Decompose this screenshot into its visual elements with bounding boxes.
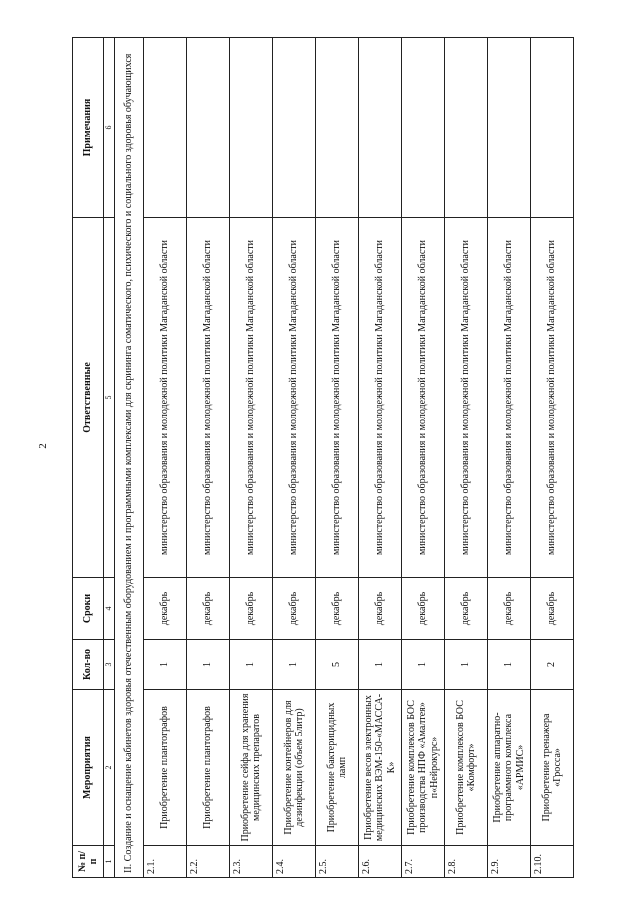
- table-row: [359, 38, 402, 878]
- section-row: [115, 38, 144, 878]
- table-row: [488, 38, 531, 878]
- row-number: 2.6.: [359, 846, 402, 878]
- row-event: Приобретение бактерицидных ламп: [316, 690, 359, 846]
- section-title: II. Создание и оснащение кабинетов здоровья отечественным оборудованием и программными комплексами для скрининга соматического, психического и социального здоровья обучающихся: [115, 38, 144, 878]
- row-quantity: 1: [273, 640, 316, 690]
- column-number-row: [104, 38, 115, 878]
- column-number: 3: [104, 640, 115, 690]
- row-quantity: 1: [445, 640, 488, 690]
- row-number: 2.7.: [402, 846, 445, 878]
- header-quantity: Кол-во: [73, 640, 104, 690]
- column-number: 6: [104, 38, 115, 218]
- row-event: Приобретение комплексов БОС производства НПФ «Амалтея» п«Нейрокурс»: [402, 690, 445, 846]
- row-responsible: министерство образования и молодежной политики Магаданской области: [359, 218, 402, 578]
- row-event: Приобретение весов электронных медицинских ВЭМ-150-«МАССА-К»: [359, 690, 402, 846]
- table-row: [402, 38, 445, 878]
- row-number: 2.9.: [488, 846, 531, 878]
- row-term: декабрь: [316, 578, 359, 640]
- table-row: [445, 38, 488, 878]
- row-number: 2.3.: [230, 846, 273, 878]
- row-event: Приобретение тренажера «Гросса»: [531, 690, 574, 846]
- row-note: [445, 38, 488, 218]
- page-number: 2: [36, 443, 49, 449]
- row-quantity: 1: [230, 640, 273, 690]
- row-term: декабрь: [187, 578, 230, 640]
- row-note: [230, 38, 273, 218]
- table-row: [316, 38, 359, 878]
- row-quantity: 2: [531, 640, 574, 690]
- row-responsible: министерство образования и молодежной политики Магаданской области: [531, 218, 574, 578]
- row-responsible: министерство образования и молодежной политики Магаданской области: [445, 218, 488, 578]
- row-number: 2.10.: [531, 846, 574, 878]
- column-number: 2: [104, 690, 115, 846]
- row-quantity: 1: [144, 640, 187, 690]
- table-row: [531, 38, 574, 878]
- table-row: [187, 38, 230, 878]
- row-term: декабрь: [445, 578, 488, 640]
- row-event: Приобретение комплексов БОС «Комфорт»: [445, 690, 488, 846]
- table-header-row: [73, 38, 104, 878]
- row-term: декабрь: [402, 578, 445, 640]
- row-term: декабрь: [531, 578, 574, 640]
- table-row: [230, 38, 273, 878]
- row-note: [488, 38, 531, 218]
- row-event: Приобретение сейфа для хранения медицинских препаратов: [230, 690, 273, 846]
- row-number: 2.4.: [273, 846, 316, 878]
- row-term: декабрь: [488, 578, 531, 640]
- column-number: 5: [104, 218, 115, 578]
- table-row: [273, 38, 316, 878]
- row-responsible: министерство образования и молодежной политики Магаданской области: [402, 218, 445, 578]
- row-note: [144, 38, 187, 218]
- row-responsible: министерство образования и молодежной политики Магаданской области: [273, 218, 316, 578]
- row-responsible: министерство образования и молодежной политики Магаданской области: [144, 218, 187, 578]
- header-terms: Сроки: [73, 578, 104, 640]
- row-note: [531, 38, 574, 218]
- row-note: [402, 38, 445, 218]
- header-responsible: Ответственные: [73, 218, 104, 578]
- row-event: Приобретение контейнеров для дезинфекции (объем 5литр): [273, 690, 316, 846]
- table-row: [144, 38, 187, 878]
- row-note: [359, 38, 402, 218]
- row-term: декабрь: [230, 578, 273, 640]
- row-responsible: министерство образования и молодежной политики Магаданской области: [187, 218, 230, 578]
- row-quantity: 1: [402, 640, 445, 690]
- row-note: [316, 38, 359, 218]
- column-number: 4: [104, 578, 115, 640]
- row-quantity: 1: [359, 640, 402, 690]
- row-quantity: 1: [488, 640, 531, 690]
- row-quantity: 1: [187, 640, 230, 690]
- events-table: [72, 37, 574, 878]
- row-note: [187, 38, 230, 218]
- rotated-table-container: [72, 38, 602, 878]
- row-number: 2.5.: [316, 846, 359, 878]
- header-events: Мероприятия: [73, 690, 104, 846]
- row-responsible: министерство образования и молодежной политики Магаданской области: [316, 218, 359, 578]
- row-responsible: министерство образования и молодежной политики Магаданской области: [230, 218, 273, 578]
- row-number: 2.1.: [144, 846, 187, 878]
- row-number: 2.2.: [187, 846, 230, 878]
- row-term: декабрь: [273, 578, 316, 640]
- row-note: [273, 38, 316, 218]
- row-number: 2.8.: [445, 846, 488, 878]
- row-quantity: 5: [316, 640, 359, 690]
- row-responsible: министерство образования и молодежной политики Магаданской области: [488, 218, 531, 578]
- row-term: декабрь: [144, 578, 187, 640]
- row-event: Приобретение плантографов: [144, 690, 187, 846]
- header-notes: Примечания: [73, 38, 104, 218]
- row-event: Приобретение плантографов: [187, 690, 230, 846]
- row-term: декабрь: [359, 578, 402, 640]
- header-number: № п/п: [73, 846, 104, 878]
- row-event: Приобретение аппаратно-программного комплекса «АРМИС»: [488, 690, 531, 846]
- column-number: 1: [104, 846, 115, 878]
